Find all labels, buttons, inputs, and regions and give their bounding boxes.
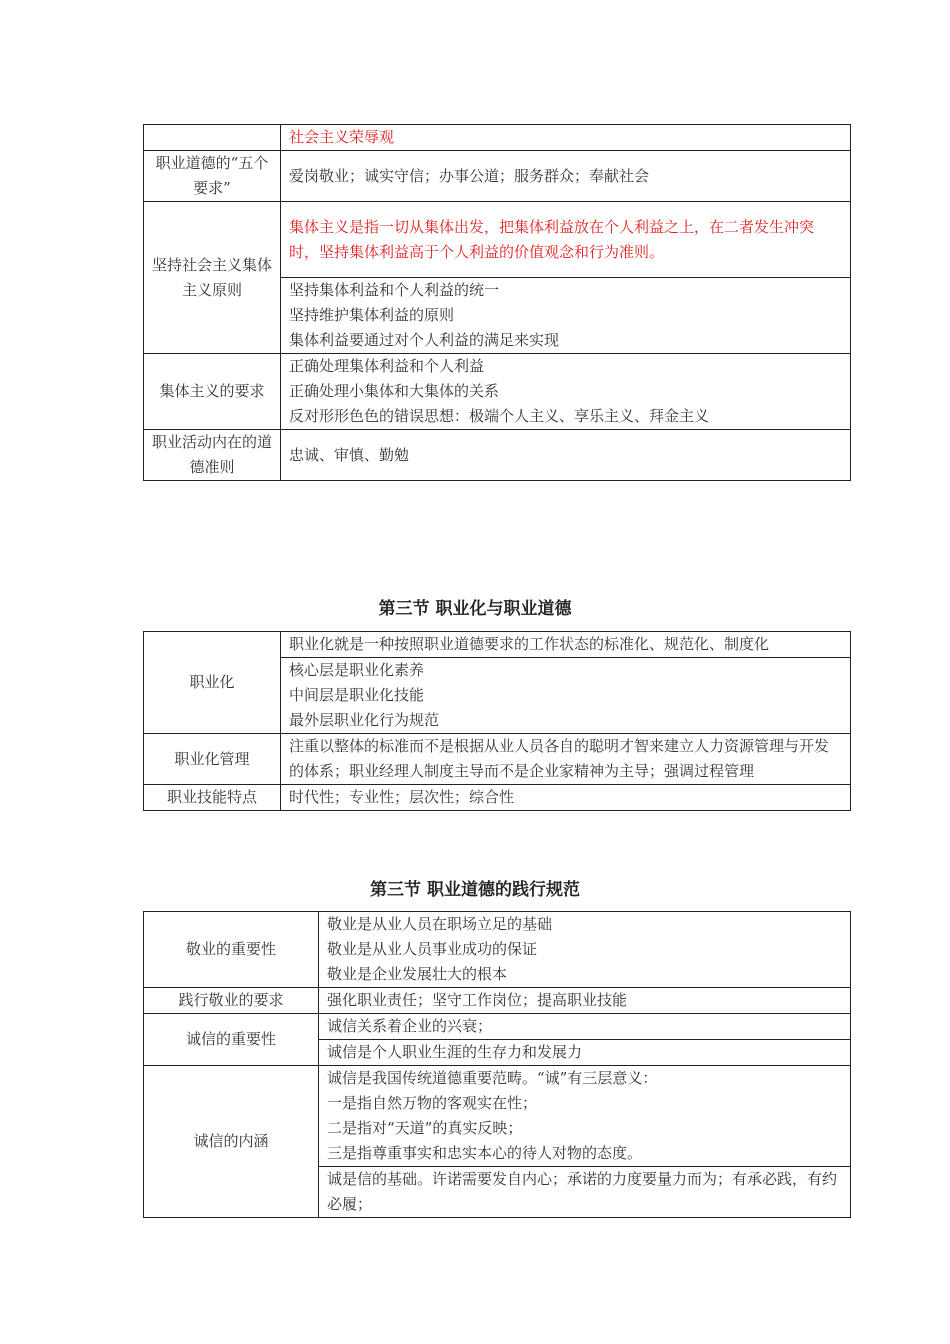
list-item: 二是指对“天道”的真实反映； [327, 1119, 523, 1137]
row-content: 时代性；专业性；层次性；综合性 [281, 785, 851, 811]
row-content: 注重以整体的标准而不是根据从业人员各自的聪明才智来建立人力资源管理与开发的体系；职业经理人制度主导而不是企业家精神为主导；强调过程管理 [281, 734, 851, 785]
row-header: 践行敬业的要求 [144, 988, 319, 1014]
list-item: 一是指自然万物的客观实在性； [327, 1094, 538, 1112]
row-content [281, 354, 851, 430]
row-header: 诚信的重要性 [144, 1014, 319, 1066]
table-row [144, 632, 851, 658]
list-item: 三是指尊重事实和忠实本心的待人对物的态度。 [327, 1144, 643, 1162]
section-title: 第三节 职业道德的践行规范 [370, 880, 580, 900]
row-content [319, 1066, 851, 1167]
table-row [144, 125, 851, 151]
row-content [319, 912, 851, 988]
row-header: 职业技能特点 [144, 785, 281, 811]
socialist-honor-cell: 社会主义荣辱观 [281, 125, 851, 151]
row-header: 坚持社会主义集体主义原则 [144, 202, 281, 354]
row-header: 职业化管理 [144, 734, 281, 785]
list-item: 正确处理集体利益和个人利益 [289, 357, 485, 375]
table-ethics-principles [143, 124, 851, 481]
table-row [144, 785, 851, 811]
collectivism-definition: 集体主义是指一切从集体出发，把集体利益放在个人利益之上，在二者发生冲突时，坚持集体利益高于个人利益的价值观念和行为准则。 [281, 202, 851, 278]
list-item: 反对形形色色的错误思想：极端个人主义、享乐主义、拜金主义 [289, 407, 710, 425]
row-content: 忠诚、审慎、勤勉 [281, 430, 851, 481]
table-row [144, 912, 851, 988]
row-header: 集体主义的要求 [144, 354, 281, 430]
list-item: 坚持维护集体利益的原则 [289, 306, 455, 324]
empty-header-cell [144, 125, 281, 151]
row-content: 诚信关系着企业的兴衰； [319, 1014, 851, 1040]
row-content [281, 278, 851, 354]
table-practice-norms [143, 911, 851, 1218]
list-item: 敬业是从业人员事业成功的保证 [327, 940, 538, 958]
row-header: 敬业的重要性 [144, 912, 319, 988]
row-content [281, 658, 851, 734]
list-item: 最外层职业化行为规范 [289, 711, 440, 729]
table-professionalization [143, 631, 851, 811]
list-item: 坚持集体利益和个人利益的统一 [289, 281, 500, 299]
row-content: 诚是信的基础。许诺需要发自内心；承诺的力度要量力而为；有承必践，有约必履； [319, 1167, 851, 1218]
row-content: 诚信是个人职业生涯的生存力和发展力 [319, 1040, 851, 1066]
table-row [144, 1066, 851, 1167]
row-header: 诚信的内涵 [144, 1066, 319, 1218]
list-item: 核心层是职业化素养 [289, 661, 425, 679]
table-row [144, 354, 851, 430]
list-item: 中间层是职业化技能 [289, 686, 425, 704]
table-row [144, 1014, 851, 1040]
table-row [144, 430, 851, 481]
row-header: 职业道德的“五个要求” [144, 151, 281, 202]
list-item: 敬业是企业发展壮大的根本 [327, 965, 508, 983]
row-header: 职业活动内在的道德准则 [144, 430, 281, 481]
row-content: 职业化就是一种按照职业道德要求的工作状态的标准化、规范化、制度化 [281, 632, 851, 658]
table-row [144, 734, 851, 785]
list-item: 敬业是从业人员在职场立足的基础 [327, 915, 553, 933]
list-item: 诚信是我国传统道德重要范畴。“诚”有三层意义： [327, 1069, 658, 1087]
section-title: 第三节 职业化与职业道德 [378, 599, 572, 619]
row-content: 爱岗敬业；诚实守信；办事公道；服务群众；奉献社会 [281, 151, 851, 202]
table-row [144, 202, 851, 278]
table-row [144, 151, 851, 202]
list-item: 正确处理小集体和大集体的关系 [289, 382, 500, 400]
list-item: 集体利益要通过对个人利益的满足来实现 [289, 331, 560, 349]
row-content: 强化职业责任；坚守工作岗位；提高职业技能 [319, 988, 851, 1014]
table-row [144, 988, 851, 1014]
row-header: 职业化 [144, 632, 281, 734]
